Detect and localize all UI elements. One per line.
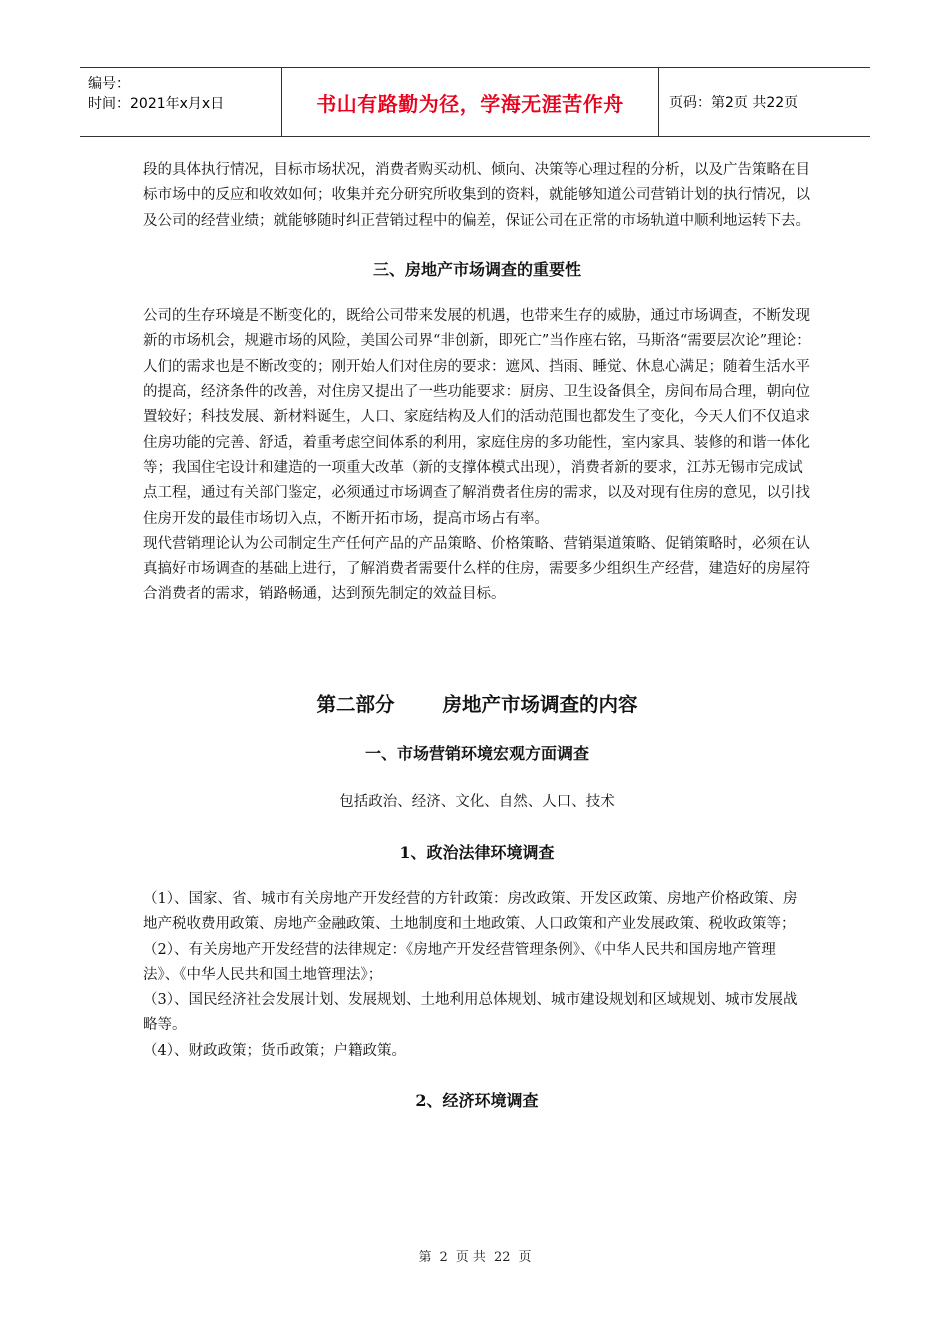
paragraph-intro: 段的具体执行情况，目标市场状况，消费者购买动机、倾向、决策等心理过程的分析，以及广告策略在目标市场中的反应和收效如何；收集并充分研究所收集到的资料，就能够知道公司营销计划的执行情况，以及公司的经营业绩；就能够随时纠正营销过程中的偏差，保证公司在正常的市场轨道中顺利地运转下去。 bbox=[143, 162, 810, 229]
part-2-heading bbox=[143, 692, 811, 717]
list-item: （4）、财政政策；货币政策；户籍政策。 bbox=[143, 1042, 406, 1059]
header-page-info: 页码：第2页 共22页 bbox=[669, 95, 799, 111]
policy-list bbox=[143, 887, 811, 1064]
footer-total-pages: 22 bbox=[493, 1250, 511, 1265]
part-2-title: 房地产市场调查的内容 bbox=[442, 692, 638, 716]
page-footer bbox=[0, 1246, 950, 1265]
subsection-2-heading: 2、经济环境调查 bbox=[415, 1091, 539, 1111]
document-body bbox=[143, 158, 811, 1113]
page-header bbox=[80, 67, 870, 137]
footer-page-sep: 页 共 bbox=[455, 1250, 486, 1265]
part-2-label: 第二部分 bbox=[316, 692, 395, 716]
section-1-description: 包括政治、经济、文化、自然、人口、技术 bbox=[339, 794, 615, 811]
header-time-label: 时间：2021年x月x日 bbox=[88, 96, 225, 112]
paragraph-importance-1: 公司的生存环境是不断变化的，既给公司带来发展的机遇，也带来生存的威胁，通过市场调查，不断发现新的市场机会，规避市场的风险，美国公司界“非创新，即死亡”当作座右铭，马斯洛“需要层次论”理论：人们的需求也是不断改变的；刚开始人们对住房的要求：遮风、挡雨、睡觉、休息心满足；随着生活水平的提高，经济条件的改善，对住房又提出了一些功能要求：厨房、卫生设备俱全，房间布局合理，朝向位置较好；科技发展、新材料诞生，人口、家庭结构及人们的活动范围也都发生了变化，今天人们不仅追求住房功能的完善、舒适，着重考虑空间体系的利用，家庭住房的多功能性，室内家具、装修的和谐一体化等；我国住宅设计和建造的一项重大改革（新的支撑体模式出现），消费者新的要求，江苏无锡市完成试点工程，通过有关部门鉴定，必须通过市场调查了解消费者住房的需求，以及对现有住房的意见，以引找住房开发的最佳市场切入点，不断开拓市场，提高市场占有率。 bbox=[143, 308, 811, 527]
footer-page-end: 页 bbox=[518, 1250, 532, 1265]
footer-page-number: 2 bbox=[439, 1250, 448, 1265]
subsection-1-heading: 1、政治法律环境调查 bbox=[399, 842, 555, 862]
footer-page-label: 第 bbox=[418, 1250, 432, 1265]
section-1-heading: 一、市场营销环境宏观方面调查 bbox=[364, 744, 589, 764]
header-code-label: 编号： bbox=[88, 76, 130, 92]
header-meta bbox=[80, 68, 282, 136]
list-item: （1）、国家、省、城市有关房地产开发经营的方针政策：房改政策、开发区政策、房地产价格政策、房地产税收费用政策、房地产金融政策、土地制度和土地政策、人口政策和产业发展政策、税收政策等； bbox=[143, 890, 798, 933]
list-item: （2）、有关房地产开发经营的法律规定：《房地产开发经营管理条例》、《中华人民共和国房地产管理法》、《中华人民共和国土地管理法》； bbox=[143, 941, 776, 983]
paragraph-importance-2: 现代营销理论认为公司制定生产任何产品的产品策略、价格策略、营销渠道策略、促销策略时，必须在认真搞好市场调查的基础上进行，了解消费者需要什么样的住房，需要多少组织生产经营，建造好的房屋符合消费者的需求，销路畅通，达到预先制定的效益目标。 bbox=[143, 535, 810, 603]
header-motto: 书山有路勤为径，学海无涯苦作舟 bbox=[282, 68, 659, 136]
list-item: （3）、国民经济社会发展计划、发展规划、土地利用总体规划、城市建设规划和区域规划、城市发展战略等。 bbox=[143, 992, 798, 1034]
section-3-heading: 三、房地产市场调查的重要性 bbox=[372, 259, 581, 279]
